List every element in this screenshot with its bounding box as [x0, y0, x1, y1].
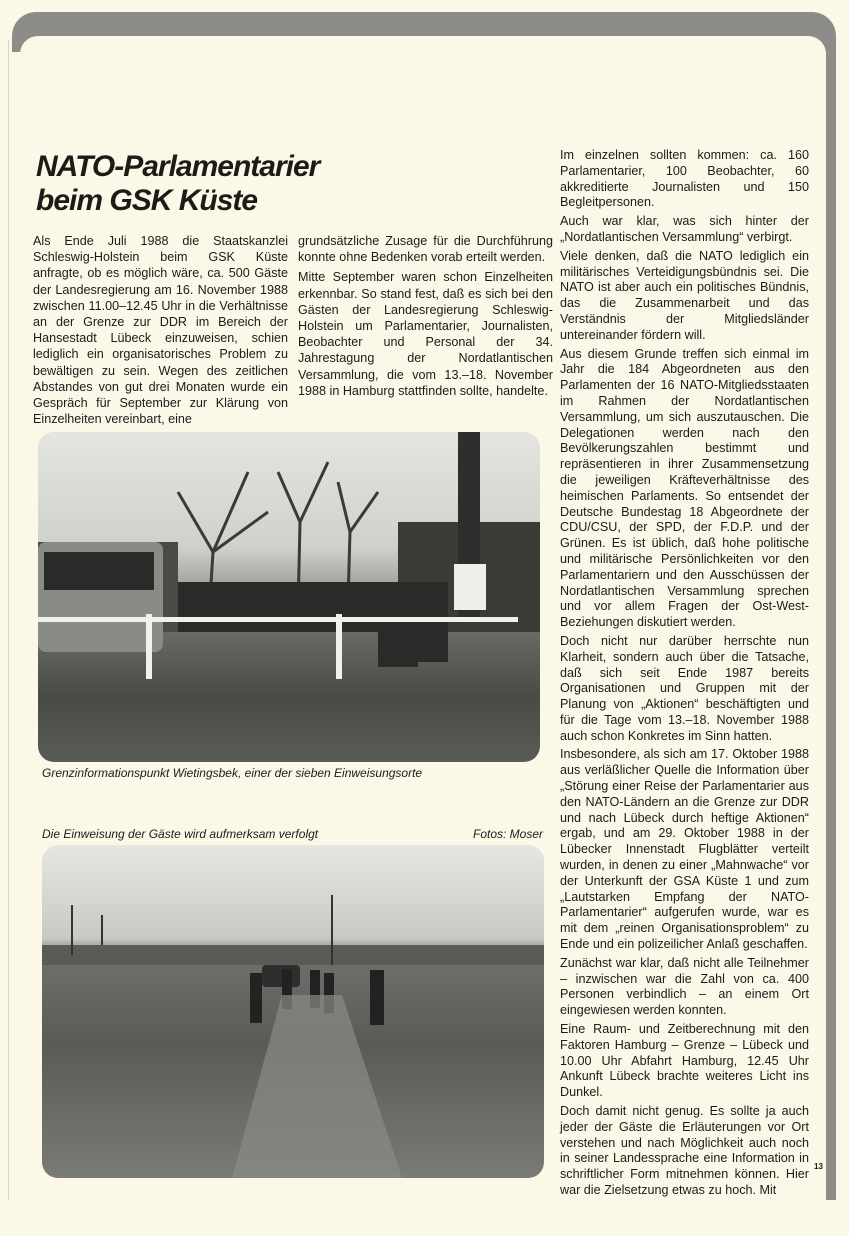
- paragraph: grundsätzliche Zusage für die Durchführung konnte ohne Bedenken vorab erteilt werden.: [298, 234, 553, 265]
- page-frame-right: [826, 40, 836, 1200]
- paragraph: Doch damit nicht genug. Es sollte ja auch jeder der Gäste die Erläuterungen vor Ort verstehen und nach Möglichkeit auch noch in seiner Landessprache eine Information in schriftlicher Form mitnehmen können. Hier war die Zielsetzung etwas zu hoch. Mit: [560, 1104, 809, 1197]
- paragraph: Als Ende Juli 1988 die Staatskanzlei Schleswig-Holstein beim GSK Küste anfragte, ob es möglich wäre, ca. 500 Gäste der Landesregierung am 16. November 1988 zwischen 11.00–12.45 Uhr in die Verhältnisse an der Grenze zur DDR im Bereich der Hansestadt Lübeck einzuweisen, schien lediglich ein organisatorisches Problem zu bewältigen zu sein. Wegen des zeitlichen Abstandes von gut drei Monaten wurde ein Gespräch für September zur Klärung von Einzelheiten vereinbart, eine: [33, 234, 288, 427]
- page-frame-left: [8, 40, 9, 1200]
- text-column-3: [560, 148, 809, 1202]
- paragraph: Im einzelnen sollten kommen: ca. 160 Parlamentarier, 100 Beobachter, 60 akkreditierte Journalisten und 150 Begleitpersonen.: [560, 148, 809, 210]
- paragraph: Insbesondere, als sich am 17. Oktober 1988 aus verläßlicher Quelle die Information über „Störung einer Reise der Parlamentarier aus den NATO-Ländern an die Grenze zur DDR und nach Lübeck durch heftige Aktionen“ ergab, und am 29. Oktober 1988 in der Lübecker Innenstadt Flugblätter verteilt wurden, in denen zu einer „Mahnwache“ vor der Unterkunft der GSA Küste 1 und zum „Lautstarken Empfang der NATO-Parlamentarier“ aufgerufen wurde, war es mit dem „reinen Organisationsproblem“ zu Ende und ein polizeilicher Anlaß geschaffen.: [560, 747, 809, 952]
- paragraph: Doch nicht nur darüber herrschte nun Klarheit, sondern auch über die Tatsache, daß sich seit Ende 1987 bereits Organisationen und Gruppen mit der Planung von „Aktionen“ beschäftigten und für die Tage vom 13.–18. November 1988 auch schon Konkretes im Sinn hatten.: [560, 633, 809, 743]
- title-line-2: beim GSK Küste: [36, 184, 258, 217]
- photo-caption: Grenzinformationspunkt Wietingsbek, einer der sieben Einweisungsorte: [42, 766, 423, 780]
- paragraph: Mitte September waren schon Einzelheiten erkennbar. So stand fest, daß es sich bei den Gästen der Landesregierung Schleswig-Holstein um Parlamentarier, Journalisten, Beobachter und Personal der 34. Jahrestagung der Nordatlantischen Versammlung, die vom 13.–18. November 1988 in Hamburg stattfinden sollte, handelte.: [298, 270, 553, 398]
- photo-guests-field: [42, 845, 544, 1178]
- title-line-1: NATO-Parlamentarier: [36, 150, 320, 183]
- paragraph: Viele denken, daß die NATO lediglich ein militärisches Verteidigungsbündnis sei. Die NATO ist aber auch ein politisches Bündnis, das die Zusammenarbeit und das Verständnis der Mitgliedsländer untereinander fördern will.: [560, 248, 809, 342]
- paragraph: Aus diesem Grunde treffen sich einmal im Jahr die 184 Abgeordneten aus den Parlamenten der 16 NATO-Mitgliedsstaaten im Rahmen der Nordatlantischen Versammlung, um sich auszutauschen. Die Delegationen werden nach den Bevölkerungszahlen bestimmt und repräsentieren in ihrer Zusammensetzung die jeweiligen Kräfteverhältnisse des heimischen Parlaments. So entsendet der Deutsche Bundestag 18 Abgeordnete der CDU/CSU, der SPD, der F.D.P. und der Grünen. Es ist üblich, daß hohe politische und militärische Persönlichkeiten vor den Parlamentariern und den Ausschüssen der Nordatlantischen Versammlung sprechen und vor allem Fragen der Ost-West-Beziehungen diskutiert werden.: [560, 346, 809, 630]
- text-column-2: [298, 233, 553, 403]
- text-column-1: [33, 233, 288, 431]
- article-title: [36, 150, 319, 218]
- paragraph: Zunächst war klar, daß nicht alle Teilnehmer – inzwischen war die Zahl von ca. 400 Personen verbindlich – an einem Ort eingewiesen werden konnten.: [560, 955, 809, 1018]
- paragraph: Auch war klar, was sich hinter der „Nordatlantischen Versammlung“ verbirgt.: [560, 214, 809, 244]
- photo-credit: Fotos: Moser: [473, 827, 544, 841]
- photo-caption: Die Einweisung der Gäste wird aufmerksam verfolgt: [42, 827, 319, 841]
- photo-border-checkpoint: [38, 432, 540, 762]
- paragraph: Eine Raum- und Zeitberechnung mit den Faktoren Hamburg – Grenze – Lübeck und 10.00 Uhr Abfahrt Hamburg, 12.45 Uhr Ankunft Lübeck brachte weiteres Licht ins Dunkel.: [560, 1022, 809, 1100]
- page-number: 13: [814, 1162, 823, 1171]
